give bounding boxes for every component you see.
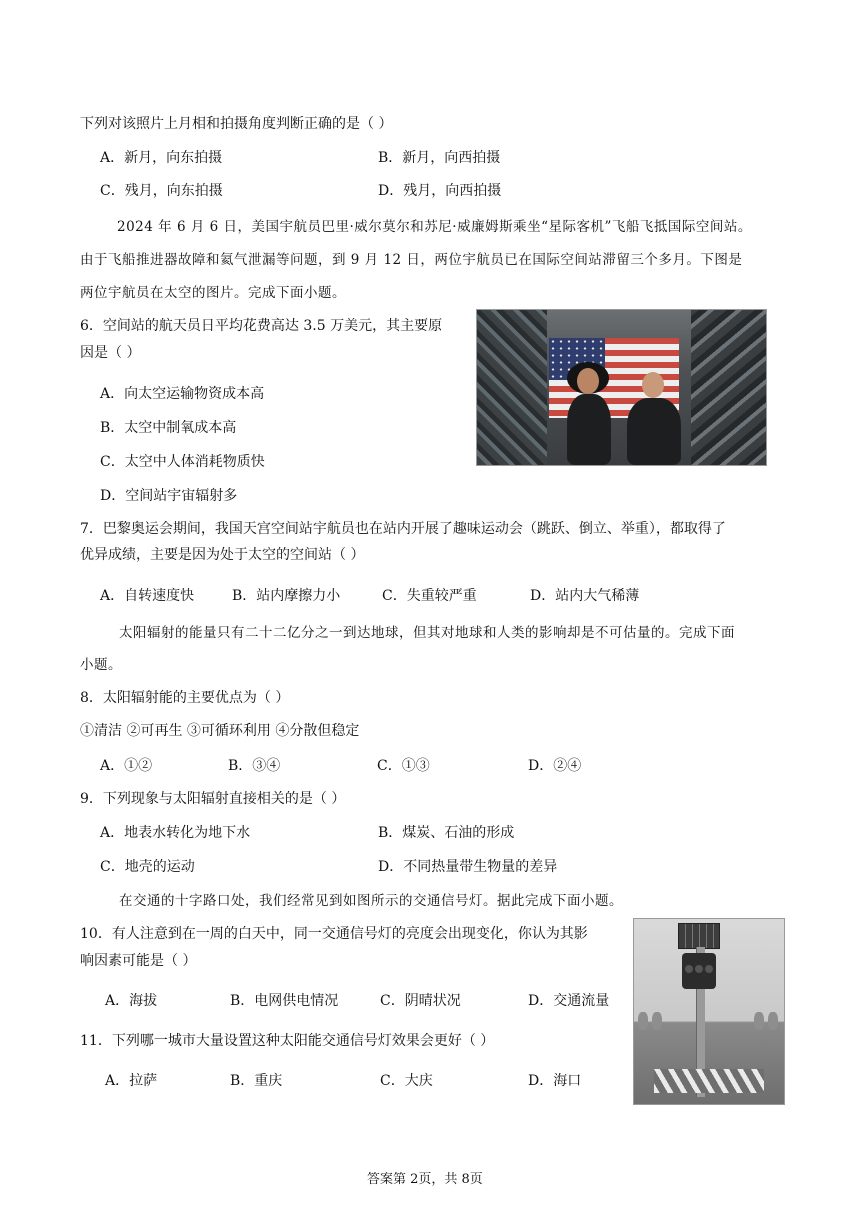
signal-lamp — [695, 965, 703, 973]
q7-option-a: A．自转速度快 — [100, 588, 195, 604]
q6-stem-line2: 因是（ ） — [80, 345, 141, 361]
passage1-line3: 两位宇航员在太空的图片。完成下面小题。 — [80, 285, 346, 301]
q10-option-d: D．交通流量 — [528, 993, 610, 1009]
page-footer: 答案第 2页，共 8页 — [367, 1172, 483, 1187]
q5-option-b: B．新月，向西拍摄 — [378, 150, 501, 166]
astronauts-photo — [476, 309, 767, 466]
q8-option-c: C．①③ — [377, 758, 430, 774]
q8-stem: 8．太阳辐射能的主要优点为（ ） — [80, 690, 290, 706]
road-marking — [654, 1069, 764, 1093]
q6-stem-line1: 6．空间站的航天员日平均花费高达 3.5 万美元，其主要原 — [80, 318, 443, 334]
q11-stem: 11．下列哪一城市大量设置这种太阳能交通信号灯效果会更好（ ） — [80, 1033, 495, 1049]
q7-option-d: D．站内大气稀薄 — [530, 588, 640, 604]
astronaut-right — [627, 398, 681, 465]
astronaut-left — [567, 394, 611, 465]
solar-traffic-light-photo — [633, 918, 785, 1105]
q11-option-a: A．拉萨 — [105, 1073, 158, 1089]
q8-statements: ①清洁 ②可再生 ③可循环利用 ④分散但稳定 — [80, 723, 360, 739]
station-equipment-left — [477, 310, 547, 465]
roadside-tree — [638, 1012, 648, 1030]
q11-option-d: D．海口 — [528, 1073, 582, 1089]
q7-stem-line1: 7．巴黎奥运会期间，我国天宫空间站宇航员也在站内开展了趣味运动会（跳跃、倒立、举重），都取得了 — [80, 521, 726, 537]
q5-option-c: C．残月，向东拍摄 — [100, 183, 223, 199]
q8-option-a: A．①② — [100, 758, 153, 774]
q6-option-d: D．空间站宇宙辐射多 — [100, 488, 238, 504]
station-equipment-right — [691, 310, 766, 465]
q9-option-c: C．地壳的运动 — [100, 859, 195, 875]
q10-option-b: B．电网供电情况 — [230, 993, 339, 1009]
q9-option-b: B．煤炭、石油的形成 — [378, 825, 515, 841]
roadside-tree — [768, 1012, 778, 1030]
q10-option-c: C．阴晴状况 — [380, 993, 461, 1009]
q6-option-c: C．太空中人体消耗物质快 — [100, 454, 265, 470]
astronaut-head-right — [642, 372, 664, 398]
q5-option-d: D．残月，向西拍摄 — [378, 183, 502, 199]
roadside-tree — [754, 1012, 764, 1030]
q9-stem: 9．下列现象与太阳辐射直接相关的是（ ） — [80, 791, 346, 807]
signal-light-box — [682, 953, 716, 989]
passage1-line1: 2024 年 6 月 6 日，美国宇航员巴里·威尔莫尔和苏尼·威廉姆斯乘坐“星际客机”飞船飞抵国际空间站。 — [117, 219, 752, 235]
q9-option-d: D．不同热量带生物量的差异 — [378, 859, 558, 875]
q5-option-a: A．新月，向东拍摄 — [100, 150, 223, 166]
astronaut-head-left — [577, 368, 599, 394]
q7-option-c: C．失重较严重 — [382, 588, 477, 604]
q10-stem-line2: 响因素可能是（ ） — [80, 953, 197, 969]
signal-lamp — [705, 965, 713, 973]
q6-option-b: B．太空中制氧成本高 — [100, 420, 237, 436]
q7-option-b: B．站内摩擦力小 — [232, 588, 341, 604]
passage1-line2: 由于飞船推进器故障和氦气泄漏等问题，到 9 月 12 日，两位宇航员已在国际空间站滞留三个多月。下图是 — [80, 252, 743, 268]
passage2-line1: 太阳辐射的能量只有二十二亿分之一到达地球，但其对地球和人类的影响却是不可估量的。完成下面 — [119, 625, 735, 641]
q10-option-a: A．海拔 — [105, 993, 158, 1009]
signal-lamp — [685, 965, 693, 973]
passage2-line2: 小题。 — [80, 657, 122, 673]
q5-stem: 下列对该照片上月相和拍摄角度判断正确的是（ ） — [80, 116, 393, 132]
passage3-line: 在交通的十字路口处，我们经常见到如图所示的交通信号灯。据此完成下面小题。 — [119, 893, 623, 909]
q8-option-b: B．③④ — [228, 758, 281, 774]
solar-panel — [678, 923, 720, 949]
q11-option-b: B．重庆 — [230, 1073, 283, 1089]
q7-stem-line2: 优异成绩，主要是因为处于太空的空间站（ ） — [80, 547, 365, 563]
q11-option-c: C．大庆 — [380, 1073, 433, 1089]
q8-option-d: D．②④ — [528, 758, 582, 774]
q6-option-a: A．向太空运输物资成本高 — [100, 386, 265, 402]
q10-stem-line1: 10．有人注意到在一周的白天中，同一交通信号灯的亮度会出现变化，你认为其影 — [80, 926, 588, 942]
roadside-tree — [652, 1012, 662, 1030]
q9-option-a: A．地表水转化为地下水 — [100, 825, 251, 841]
